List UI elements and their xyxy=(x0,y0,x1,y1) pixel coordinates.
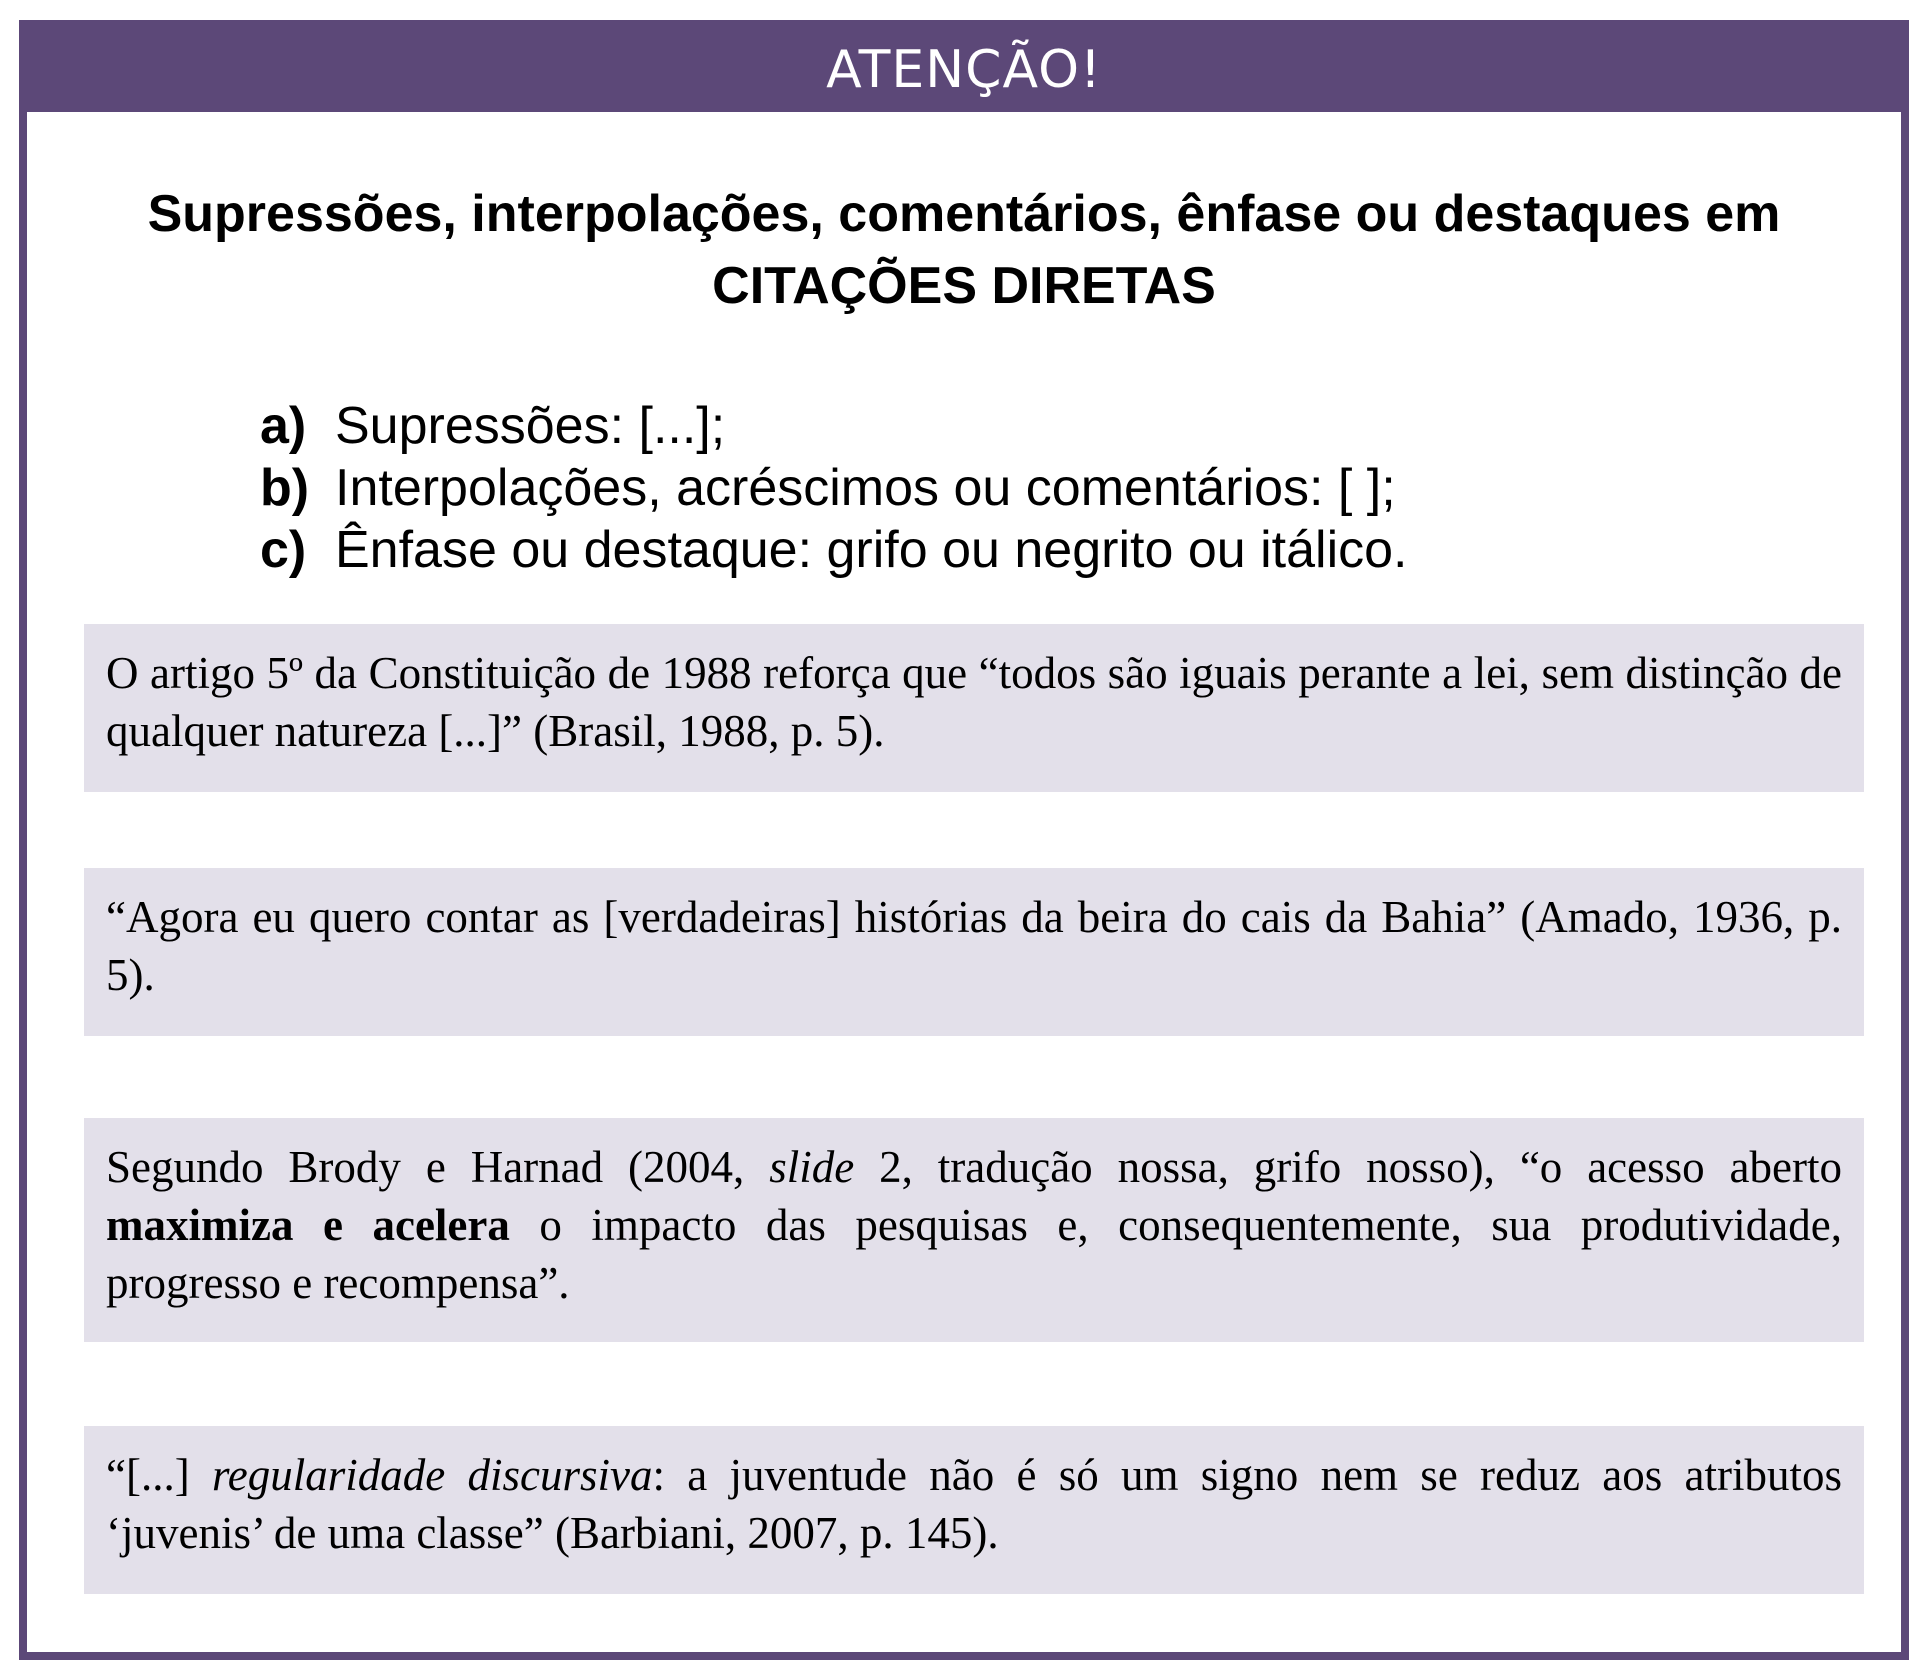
example-emphasis xyxy=(84,1118,1864,1342)
example-text-part: o impacto das pesquisas e, consequentemente, sua produtividade, progresso e recompensa”. xyxy=(106,1200,1842,1308)
example-italic-quote xyxy=(84,1426,1864,1594)
section-heading xyxy=(67,178,1861,322)
example-bold-text: maximiza e acelera xyxy=(106,1200,510,1250)
rule-item-b xyxy=(260,457,1408,519)
attention-box xyxy=(19,20,1909,1660)
example-text: O artigo 5º da Constituição de 1988 reforça que “todos são iguais perante a lei, sem distinção de qualquer natureza [...]” (Brasil, 1988, p. 5). xyxy=(106,648,1842,756)
rule-item-a xyxy=(260,395,1408,457)
example-text-part: “[...] xyxy=(106,1450,212,1500)
rule-text: Interpolações, acréscimos ou comentários: [ ]; xyxy=(335,459,1396,517)
example-suppression xyxy=(84,624,1864,792)
example-interpolation xyxy=(84,868,1864,1036)
heading-line-2: CITAÇÕES DIRETAS xyxy=(712,257,1216,315)
example-text-part: 2, tradução nossa, grifo nosso), “o acesso aberto xyxy=(854,1142,1842,1192)
rule-label: a) xyxy=(260,397,307,455)
heading-line-1: Supressões, interpolações, comentários, ênfase ou destaques em xyxy=(147,185,1781,243)
attention-header xyxy=(27,28,1901,112)
rule-text: Supressões: [...]; xyxy=(335,397,726,455)
example-text: “Agora eu quero contar as [verdadeiras] histórias da beira do cais da Bahia” (Amado, 1936, p. 5). xyxy=(106,892,1842,1000)
example-italic-text: slide xyxy=(769,1142,855,1192)
rule-label: b) xyxy=(260,459,310,517)
example-italic-text: regularidade discursiva xyxy=(211,1450,653,1500)
attention-title: ATENÇÃO! xyxy=(826,40,1102,100)
rule-label: c) xyxy=(260,521,307,579)
example-text-part: Segundo Brody e Harnad (2004, xyxy=(106,1142,770,1192)
rules-list xyxy=(260,395,1408,581)
example-text-part: : a juventude não é só um signo nem se reduz aos atributos ‘juvenis’ de uma classe” (Barbiani, 2007, p. 145). xyxy=(106,1450,1842,1558)
rule-text: Ênfase ou destaque: grifo ou negrito ou itálico. xyxy=(335,521,1408,579)
rule-item-c xyxy=(260,519,1408,581)
